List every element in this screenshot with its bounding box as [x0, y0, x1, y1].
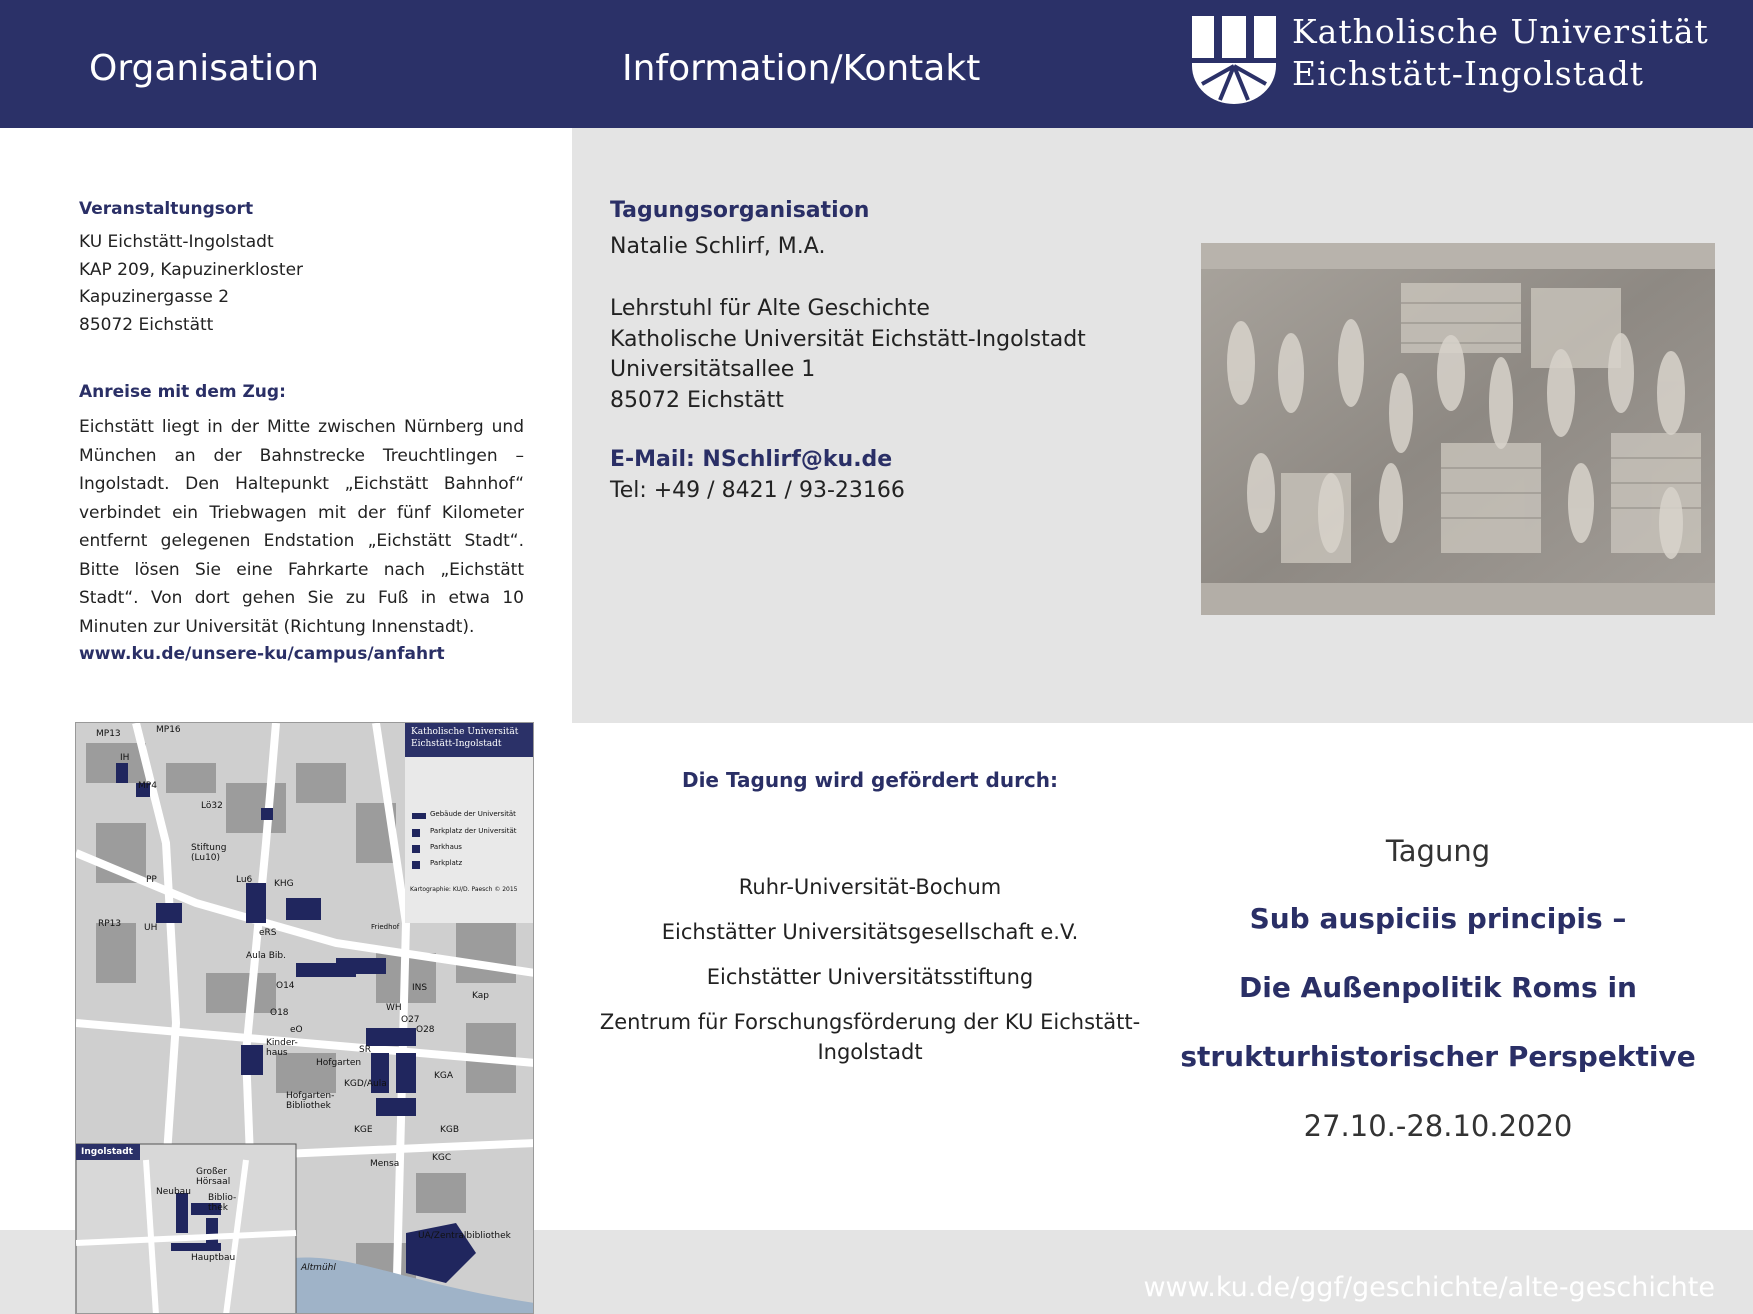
map-label: MP4: [138, 781, 157, 791]
address-line: Lehrstuhl für Alte Geschichte: [610, 296, 930, 321]
map-legend-item: Parkplatz der Universität: [430, 827, 517, 835]
map-label: KGA: [434, 1071, 454, 1081]
map-logo-line2: Eichstätt-Ingolstadt: [411, 739, 502, 749]
address-line: Katholische Universität Eichstätt-Ingolstadt: [610, 326, 1086, 352]
map-label: Biblio-thek: [208, 1193, 237, 1213]
map-label: SR: [359, 1045, 371, 1055]
map-label: O18: [270, 1008, 289, 1018]
map-label: Neubau: [156, 1187, 191, 1197]
venue-line: 85072 Eichstätt: [79, 314, 214, 335]
map-label: MP16: [156, 725, 181, 735]
map-label: O27: [401, 1015, 420, 1025]
map-label: KGE: [354, 1125, 373, 1135]
venue-heading: Veranstaltungsort: [79, 199, 254, 219]
train-description: Eichstätt liegt in der Mitte zwischen Nürnberg und München an der Bahnstrecke Treuchtlingen – Ingolstadt. Den Haltepunkt „Eichstätt Bahnhof“ verbindet ein Triebwagen mit der fünf Kilometer entfernt gelegenen Endstation „Eichstätt Stadt“. Bitte lösen Sie eine Fahrkarte nach „Eichstätt Stadt“. Von dort gehen Sie zu Fuß in etwa 10 Minuten zur Universität (Richtung Innenstadt).: [79, 417, 524, 637]
map-label: O14: [276, 981, 295, 991]
map-label: Großer Hörsaal: [196, 1167, 231, 1187]
event-title-line3: strukturhistorischer Perspektive: [1180, 1040, 1696, 1073]
map-inset-label: Ingolstadt: [81, 1147, 133, 1157]
sponsor-item: Zentrum für Forschungsförderung der KU Eichstätt-Ingolstadt: [599, 1010, 1141, 1064]
map-label: Altmühl: [301, 1263, 336, 1273]
email-link[interactable]: E-Mail: NSchlirf@ku.de: [610, 447, 893, 472]
venue-line: Kapuzinergasse 2: [79, 287, 230, 307]
venue-line: KU Eichstätt-Ingolstadt: [79, 232, 274, 252]
map-label: RP13: [98, 919, 122, 929]
directions-link[interactable]: www.ku.de/unsere-ku/campus/anfahrt: [79, 644, 445, 664]
map-label: Kap: [472, 991, 489, 1001]
map-label: Lu6: [236, 875, 253, 885]
map-label: Aula Bib.: [246, 951, 286, 961]
map-label: eRS: [259, 928, 277, 938]
campus-map: [75, 722, 534, 1314]
map-legend-item: Parkplatz: [430, 859, 463, 867]
map-label: KGD/Aula: [344, 1079, 387, 1089]
phone-number: Tel: +49 / 8421 / 93-23166: [610, 478, 905, 503]
map-label: PP: [146, 875, 157, 885]
sponsor-item: Eichstätter Universitätsgesellschaft e.V.: [661, 920, 1079, 944]
map-logo-line1: Katholische Universität: [411, 727, 519, 737]
map-label: KGB: [440, 1125, 460, 1135]
header-middle-title: Information/Kontakt: [622, 48, 981, 89]
map-label: MP13: [96, 729, 121, 739]
roman-relief-photo: [1201, 243, 1715, 615]
map-label: UA/Zentralbibliothek: [418, 1231, 511, 1241]
event-label: Tagung: [1385, 834, 1491, 868]
map-label: Friedhof: [371, 923, 400, 931]
map-label: Stiftung (Lu10): [191, 843, 227, 863]
map-label: KGC: [432, 1153, 452, 1163]
sponsor-item: Eichstätter Universitätsstiftung: [706, 965, 1034, 989]
map-label: Hauptbau: [191, 1253, 236, 1263]
venue-address: [79, 229, 303, 339]
map-label: IH: [120, 753, 130, 763]
organisation-heading: Tagungsorganisation: [610, 198, 870, 223]
university-name-line1: Katholische Universität: [1292, 12, 1709, 51]
map-label: KHG: [274, 879, 294, 889]
map-label: INS: [412, 983, 428, 993]
map-label: UH: [144, 923, 158, 933]
map-label: O28: [416, 1025, 435, 1035]
organiser-name: Natalie Schlirf, M.A.: [610, 234, 826, 259]
map-label: WH: [386, 1003, 402, 1013]
map-label: eO: [290, 1025, 303, 1035]
address-line: Universitätsallee 1: [610, 357, 816, 382]
map-legend-item: Parkhaus: [430, 843, 462, 851]
train-heading: Anreise mit dem Zug:: [79, 382, 286, 402]
footer-url-link[interactable]: www.ku.de/ggf/geschichte/alte-geschichte: [1143, 1272, 1715, 1303]
map-label: Mensa: [370, 1159, 400, 1169]
event-title-line2: Die Außenpolitik Roms in: [1239, 971, 1637, 1004]
venue-line: KAP 209, Kapuzinerkloster: [79, 259, 304, 280]
map-label: Hofgarten-Bibliothek: [286, 1091, 335, 1111]
sponsor-item: Ruhr-Universität-Bochum: [738, 875, 1002, 899]
map-label: Hofgarten: [316, 1058, 362, 1068]
organiser-address: [610, 294, 1086, 416]
funding-heading: Die Tagung wird gefördert durch:: [681, 768, 1059, 792]
header-left-title: Organisation: [89, 48, 320, 89]
university-name-line2: Eichstätt-Ingolstadt: [1292, 54, 1645, 93]
event-title-line1: Sub auspiciis principis –: [1249, 902, 1627, 935]
map-label: Kinder-haus: [266, 1038, 298, 1058]
map-credit: Kartographie: KU/D. Paesch © 2015: [410, 886, 518, 893]
map-label: Lö32: [201, 801, 223, 811]
university-crest-icon: [1190, 14, 1278, 106]
event-date: 27.10.-28.10.2020: [1303, 1109, 1573, 1143]
address-line: 85072 Eichstätt: [610, 387, 784, 413]
map-legend-item: Gebäude der Universität: [430, 810, 516, 818]
